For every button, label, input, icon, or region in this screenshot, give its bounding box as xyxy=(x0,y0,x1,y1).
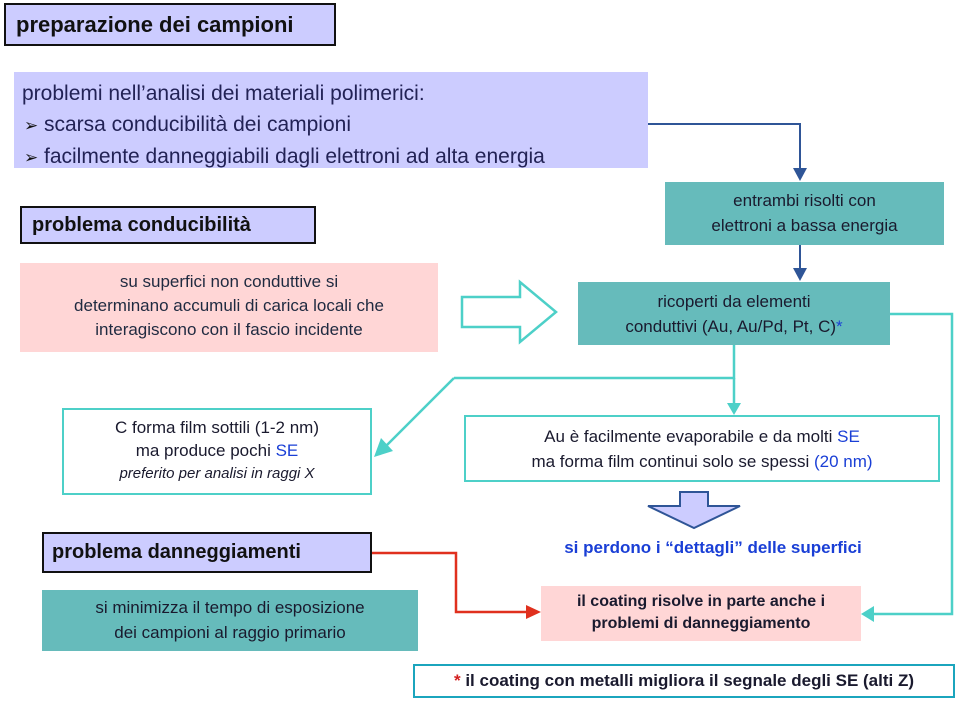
gold-line-2: ma forma film continui solo se spessi (20 nm) xyxy=(531,452,873,471)
solution-line-1: entrambi risolti con xyxy=(733,191,876,210)
footnote-text: il coating con metalli migliora il segnale degli SE (alti Z) xyxy=(460,671,915,690)
solution-line-2: elettroni a bassa energia xyxy=(711,216,898,235)
coating-box xyxy=(578,282,890,345)
footnote-marker: * xyxy=(453,671,461,690)
connector-to-carbon-box xyxy=(386,378,454,446)
damage-problem-title: problema danneggiamenti xyxy=(42,532,372,573)
damage-description xyxy=(42,590,418,651)
conductivity-line-3: interagiscono con il fascio incidente xyxy=(95,320,363,339)
coating-solves-line-2: problemi di danneggiamento xyxy=(591,615,811,632)
gold-line-1: Au è facilmente evaporabile e da molti SE xyxy=(544,427,860,446)
footnote-asterisk: * xyxy=(836,317,843,336)
block-arrow-down-to-details xyxy=(648,492,740,528)
se-highlight: SE xyxy=(275,441,299,460)
connector-problems-to-solution xyxy=(648,124,800,170)
problems-heading: problemi nell’analisi dei materiali polimerici: xyxy=(22,82,425,105)
carbon-coating-box xyxy=(62,408,372,495)
carbon-line-1: C forma film sottili (1-2 nm) xyxy=(114,418,320,437)
damage-line-1: si minimizza il tempo di esposizione xyxy=(95,598,365,617)
damage-line-2: dei campioni al raggio primario xyxy=(114,623,346,642)
problem-bullet-2: ➢ facilmente danneggiabili dagli elettroni ad alta energia xyxy=(22,141,648,173)
conductivity-problem-title: problema conducibilità xyxy=(20,206,316,244)
coating-line-1: ricoperti da elementi xyxy=(657,292,811,311)
gold-coating-box xyxy=(464,415,940,482)
conductivity-line-1: su superfici non conduttive si xyxy=(119,272,339,291)
connector-coating-to-branches xyxy=(454,345,734,378)
conductivity-line-2: determinano accumuli di carica locali che xyxy=(74,296,384,315)
arrowhead-to-footnote-area xyxy=(861,606,874,622)
block-arrow-to-coating xyxy=(462,282,556,342)
lost-details-text: si perdono i “dettagli” delle superfici xyxy=(564,538,862,557)
problems-box xyxy=(14,72,648,168)
carbon-note: preferito per analisi in raggi X xyxy=(119,465,315,482)
arrowhead-to-coating-solves xyxy=(526,605,541,619)
conductivity-description xyxy=(20,263,438,352)
carbon-line-2: ma produce pochi SE xyxy=(135,441,299,460)
problem-bullet-1: ➢ scarsa conducibilità dei campioni xyxy=(22,109,648,141)
footnote-box xyxy=(413,664,955,698)
coating-solves-box xyxy=(541,586,861,641)
se-highlight: SE xyxy=(837,427,860,446)
page-title: preparazione dei campioni xyxy=(4,3,336,46)
arrow-bullet-icon: ➢ xyxy=(24,148,39,167)
thickness-highlight: (20 nm) xyxy=(813,452,873,471)
arrow-bullet-icon: ➢ xyxy=(24,116,39,135)
coating-solves-line-1: il coating risolve in parte anche i xyxy=(576,593,826,610)
arrowhead-to-gold-box xyxy=(727,403,741,415)
arrowhead-to-solution xyxy=(793,168,807,181)
coating-line-2: conduttivi (Au, Au/Pd, Pt, C)* xyxy=(625,317,843,336)
solution-box xyxy=(665,182,944,245)
arrowhead-to-coating xyxy=(793,268,807,281)
